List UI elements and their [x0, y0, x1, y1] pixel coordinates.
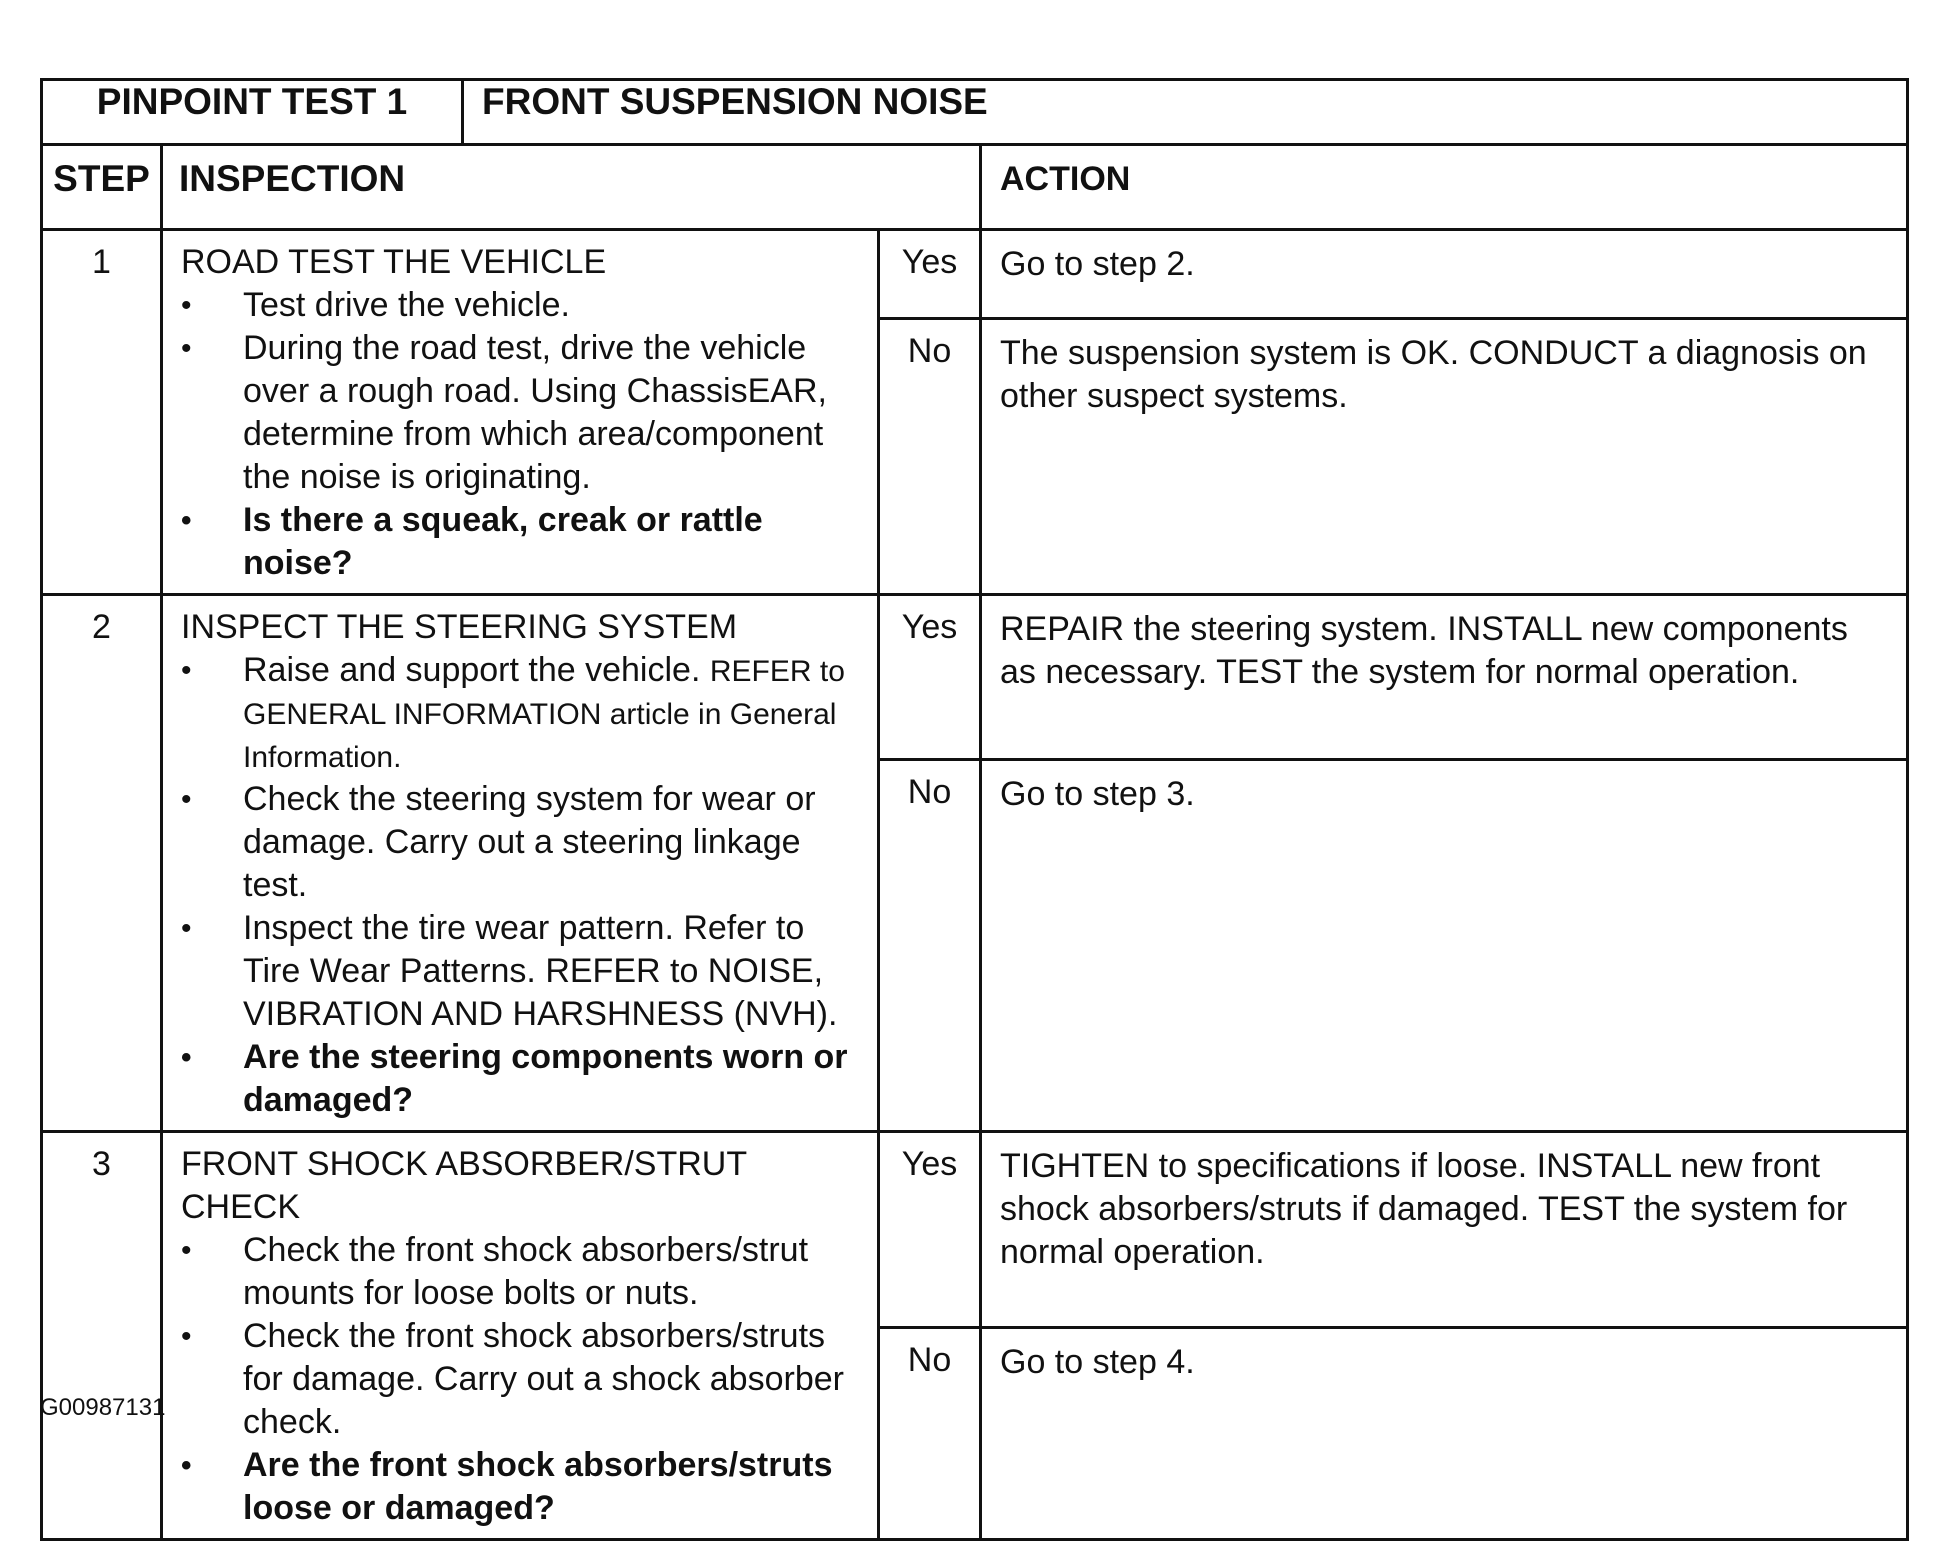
step-2-inspection [162, 595, 879, 1132]
step-bullets [181, 1229, 865, 1530]
step-1-yes-row [42, 230, 1908, 319]
step-question: • Are the front shock absorbers/struts loose or damaged? [181, 1444, 865, 1530]
yes-label: Yes [879, 230, 981, 319]
step-heading: FRONT SHOCK ABSORBER/STRUT CHECK [181, 1145, 747, 1226]
bullet-item: • Check the front shock absorbers/strut mounts for loose bolts or nuts. [181, 1229, 865, 1315]
step-heading: INSPECT THE STEERING SYSTEM [181, 608, 738, 646]
no-label: No [879, 1328, 981, 1540]
bullet-item: • Check the steering system for wear or damage. Carry out a steering linkage test. [181, 778, 865, 907]
step-1-inspection [162, 230, 879, 595]
pinpoint-test-table [40, 78, 1909, 1541]
step-heading: ROAD TEST THE VEHICLE [181, 243, 607, 281]
bullet-item: • Check the front shock absorbers/struts for damage. Carry out a shock absorber check. [181, 1315, 865, 1444]
yes-action: TIGHTEN to specifications if loose. INSTALL new front shock absorbers/struts if damaged. TEST the system for normal operation. [981, 1132, 1908, 1328]
step-question: • Is there a squeak, creak or rattle noise? [181, 499, 865, 585]
no-action: Go to step 3. [981, 759, 1908, 1131]
test-title: FRONT SUSPENSION NOISE [463, 80, 1908, 145]
yes-label: Yes [879, 1132, 981, 1328]
figure-id: G00987131 [40, 1394, 166, 1421]
step-number: 2 [42, 595, 162, 1132]
bullet-text: Raise and support the vehicle. [243, 651, 701, 689]
step-bullets [181, 649, 865, 1122]
no-label: No [879, 318, 981, 594]
bullet-item: • Inspect the tire wear pattern. Refer to Tire Wear Patterns. REFER to NOISE, VIBRATION AND HARSHNESS (NVH). [181, 907, 865, 1036]
bullet-item: • During the road test, drive the vehicle over a rough road. Using ChassisEAR, determine from which area/component the noise is originating. [181, 327, 865, 499]
step-3-inspection [162, 1132, 879, 1540]
no-label: No [879, 759, 981, 1131]
column-header-action: ACTION [981, 145, 1908, 230]
step-3-yes-row [42, 1132, 1908, 1328]
column-header-step: STEP [42, 145, 162, 230]
step-number: 1 [42, 230, 162, 595]
no-action: Go to step 4. [981, 1328, 1908, 1540]
bullet-reference: REFER to GENERAL INFORMATION article in General Information. [243, 655, 845, 774]
bullet-item: • Test drive the vehicle. [181, 284, 865, 327]
test-label: PINPOINT TEST 1 [42, 80, 463, 145]
column-header-row [42, 145, 1908, 230]
yes-action: REPAIR the steering system. INSTALL new components as necessary. TEST the system for normal operation. [981, 595, 1908, 760]
bullet-item [181, 649, 865, 778]
column-header-inspection: INSPECTION [162, 145, 981, 230]
pinpoint-test-sheet [40, 78, 1906, 1541]
step-question: • Are the steering components worn or damaged? [181, 1036, 865, 1122]
yes-label: Yes [879, 595, 981, 760]
step-2-yes-row [42, 595, 1908, 760]
title-row [42, 80, 1908, 145]
step-number: 3 [42, 1132, 162, 1540]
step-bullets [181, 284, 865, 585]
no-action: The suspension system is OK. CONDUCT a diagnosis on other suspect systems. [981, 318, 1908, 594]
yes-action: Go to step 2. [981, 230, 1908, 319]
